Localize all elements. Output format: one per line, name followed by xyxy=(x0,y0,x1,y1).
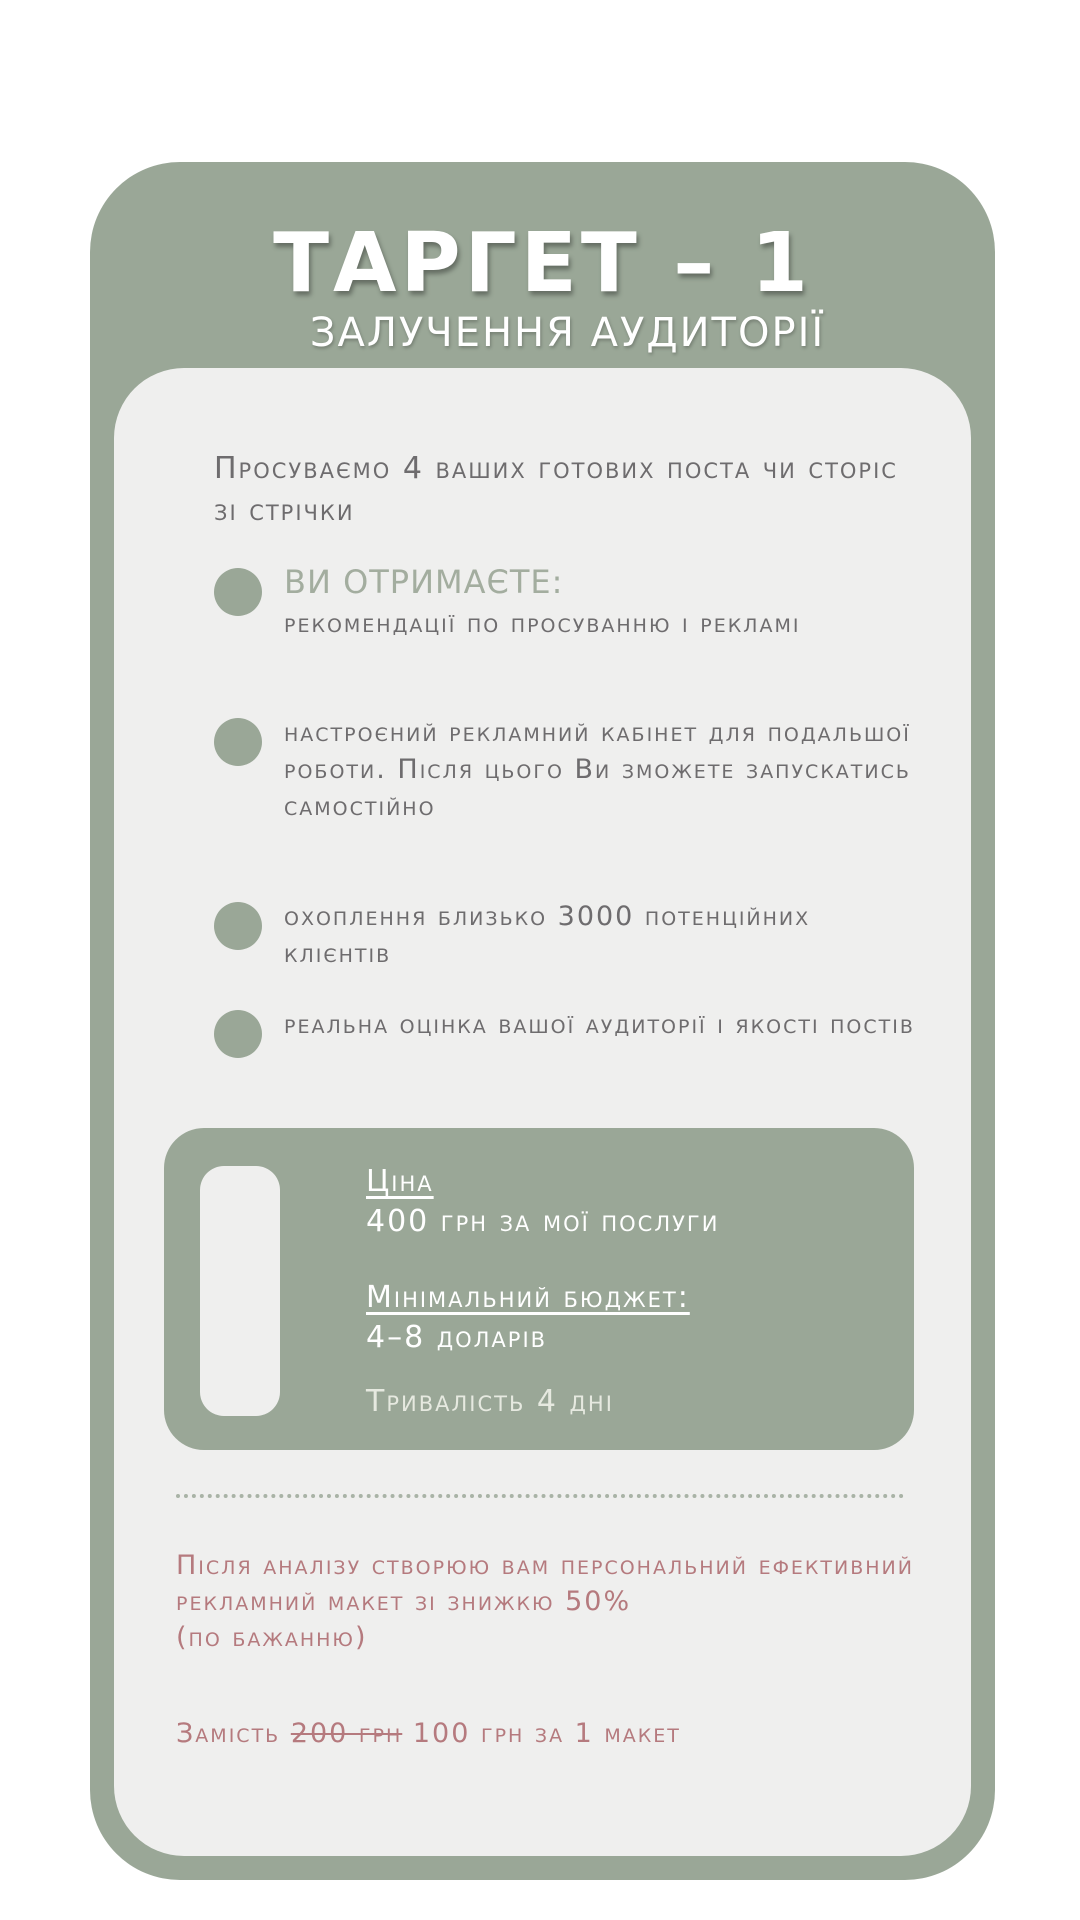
offer-description: Після аналізу створюю вам персональний ефективний рекламний макет зі знижкю 50% xyxy=(176,1550,914,1617)
offer-prefix: Замість xyxy=(176,1718,281,1749)
service-card xyxy=(90,162,995,1880)
offer-text xyxy=(176,1548,936,1656)
budget-value: 4–8 доларів xyxy=(366,1320,548,1355)
intro-text: Просуваємо 4 ваших готових поста чи сторіс зі стрічки xyxy=(214,451,898,528)
dotted-divider xyxy=(176,1494,904,1498)
bullet-dot xyxy=(214,902,262,950)
duration-text: Тривалість 4 дні xyxy=(366,1384,614,1419)
benefit-item xyxy=(284,898,924,972)
benefit-item-text: рекомендації по просуванню і рекламі xyxy=(284,608,801,639)
details-panel xyxy=(114,368,971,1856)
offer-note: (по бажанню) xyxy=(176,1622,368,1653)
page-title: ТАРГЕТ – 1 xyxy=(273,216,812,311)
new-price: 100 грн за 1 макет xyxy=(412,1718,681,1749)
page-subtitle: ЗАЛУЧЕННЯ АУДИТОРІЇ xyxy=(309,310,826,356)
pricing-box xyxy=(164,1128,914,1450)
benefit-item-text: охоплення близько 3000 потенційних клієнтів xyxy=(284,901,811,969)
bullet-dot xyxy=(214,568,262,616)
offer-price xyxy=(176,1718,936,1749)
benefit-item xyxy=(284,1006,924,1043)
benefit-item-text: настроєний рекламний кабінет для подальшої роботи. Після цього Ви зможете запускатись самостійно xyxy=(284,717,911,822)
budget-label: Мінімальний бюджет: xyxy=(366,1280,690,1315)
price-label: Ціна xyxy=(366,1164,434,1199)
benefit-item xyxy=(284,714,924,825)
image-placeholder xyxy=(200,1166,280,1416)
benefit-item xyxy=(284,564,924,642)
bullet-dot xyxy=(214,1010,262,1058)
benefit-item-text: реальна оцінка вашої аудиторії і якості постів xyxy=(284,1009,915,1040)
bullet-dot xyxy=(214,718,262,766)
benefits-heading: ВИ ОТРИМАЄТЕ: xyxy=(284,563,564,601)
old-price: 200 грн xyxy=(290,1718,403,1749)
price-value: 400 грн за мої послуги xyxy=(366,1204,720,1239)
